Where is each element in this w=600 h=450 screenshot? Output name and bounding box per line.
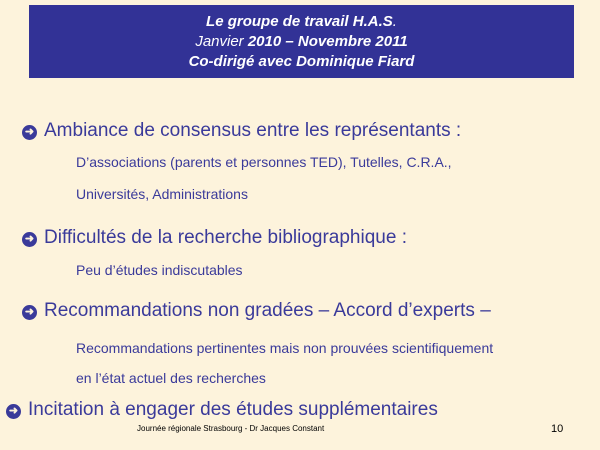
bullet-consensus [22,120,461,142]
bullet-text: Incitation à engager des études supplémentaires [28,399,438,420]
slide-title-box [29,5,574,78]
bullet-text: Difficultés de la recherche bibliographique : [44,227,407,248]
title-line-3: Co-dirigé avec Dominique Fiard [188,53,415,70]
bullet-bibliography [22,227,407,249]
bullet-detail: Universités, Administrations [76,186,248,202]
bullet-text: Ambiance de consensus entre les représentants : [44,120,462,141]
bullet-detail: Peu d’études indiscutables [76,262,243,278]
arrow-right-circle-icon: ➜ [6,404,21,419]
bullet-text: Recommandations non gradées – Accord d’experts – [44,300,491,321]
bullet-recommendations [22,300,491,322]
page-number: 10 [551,423,564,435]
bullet-detail: D’associations (parents et personnes TED), Tutelles, C.R.A., [76,154,452,170]
title-line-1: Le groupe de travail H.A.S. [206,13,397,30]
bullet-incitation [6,399,438,421]
title-line-2: Janvier 2010 – Novembre 2011 [195,33,408,50]
bullet-detail: en l’état actuel des recherches [76,370,266,386]
arrow-right-circle-icon: ➜ [22,305,37,320]
slide-footer: Journée régionale Strasbourg - Dr Jacques Constant [137,424,325,433]
bullet-detail: Recommandations pertinentes mais non prouvées scientifiquement [76,340,494,356]
arrow-right-circle-icon: ➜ [22,125,37,140]
arrow-right-circle-icon: ➜ [22,232,37,247]
